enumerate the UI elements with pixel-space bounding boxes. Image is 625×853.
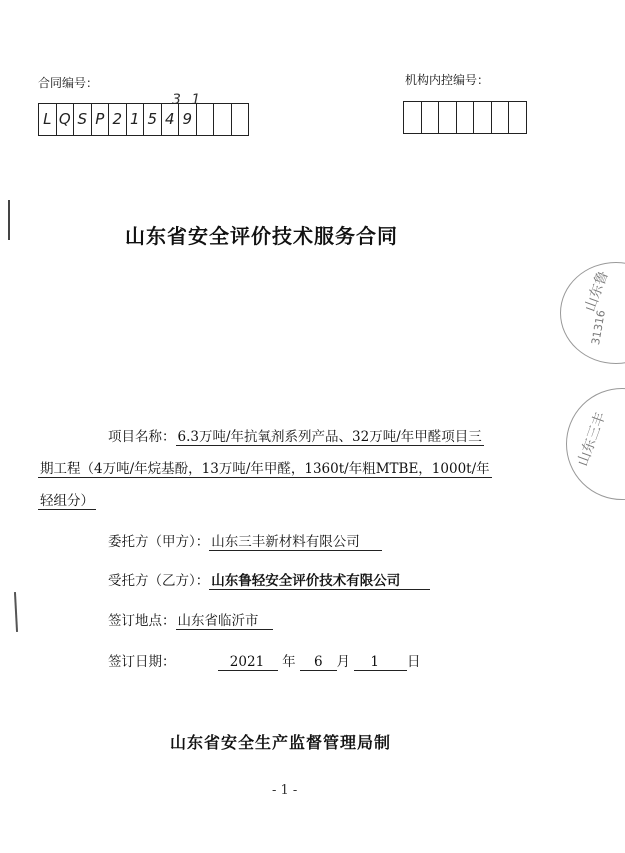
- contract-no-cell: 5: [144, 104, 162, 135]
- contract-no-annotation: 3 1: [172, 92, 204, 108]
- project-name-2: 期工程（4万吨/年烷基酚，13万吨/年甲醛，1360t/年粗MTBE，1000t/年: [38, 457, 492, 478]
- date-day: 1: [354, 654, 407, 671]
- contract-no-cell: 9: [179, 104, 197, 135]
- date-day-unit: 日: [406, 654, 421, 670]
- contract-no-cell: 4: [162, 104, 180, 135]
- project-line-2: [38, 457, 492, 478]
- seal-1-text: 山东鲁: [582, 268, 612, 314]
- contract-no-cell: 1: [127, 104, 145, 135]
- date-month: 6: [300, 654, 337, 671]
- issuer-footer: 山东省安全生产监督管理局制: [170, 733, 392, 752]
- project-name-3: 轻组分）: [38, 489, 96, 510]
- client-row: [108, 530, 382, 551]
- internal-no-cell: [457, 102, 475, 133]
- seal-stamp-1: [560, 262, 625, 364]
- contract-no-cell: P: [92, 104, 110, 135]
- date-label: 签订日期：: [108, 654, 176, 670]
- date-year: 2021: [218, 654, 278, 671]
- place-value: 山东省临沂市: [176, 609, 273, 630]
- contract-no-boxes: [38, 103, 249, 136]
- client-label: 委托方（甲方）：: [108, 534, 210, 550]
- seal-1-digits: 31316: [589, 309, 608, 346]
- internal-no-cell: [439, 102, 457, 133]
- internal-no-cell: [492, 102, 510, 133]
- internal-no-cell: [422, 102, 440, 133]
- date-row: [108, 650, 420, 671]
- contract-no-cell: [197, 104, 215, 135]
- contract-no-cell: [232, 104, 249, 135]
- internal-no-cell: [509, 102, 526, 133]
- client-value: 山东三丰新材料有限公司: [209, 530, 382, 551]
- contract-no-cell: Q: [57, 104, 75, 135]
- project-name-1: 6.3万吨/年抗氧剂系列产品、32万吨/年甲醛项目三: [176, 425, 484, 446]
- internal-no-boxes: [403, 101, 527, 134]
- contract-no-cell: 2: [109, 104, 127, 135]
- contractor-label: 受托方（乙方）：: [108, 573, 210, 589]
- contract-no-cell: L: [39, 104, 57, 135]
- seal-stamp-2: [566, 388, 625, 500]
- page-number: - 1 -: [272, 783, 298, 798]
- document-title: 山东省安全评价技术服务合同: [125, 224, 398, 248]
- date-month-unit: 月: [336, 654, 351, 670]
- internal-no-cell: [404, 102, 422, 133]
- project-label: 项目名称：: [108, 429, 176, 445]
- internal-no-label: 机构内控编号：: [405, 73, 490, 87]
- margin-mark: [14, 592, 18, 632]
- contract-no-cell: S: [74, 104, 92, 135]
- internal-no-cell: [474, 102, 492, 133]
- seal-2-text: 山东三丰: [574, 410, 610, 469]
- place-row: [108, 609, 273, 630]
- contractor-row: [108, 569, 430, 590]
- project-line-3: [38, 489, 96, 510]
- project-line-1: [108, 425, 484, 446]
- place-label: 签订地点：: [108, 613, 176, 629]
- contractor-value: 山东鲁轻安全评价技术有限公司: [209, 569, 430, 590]
- contract-no-label: 合同编号：: [38, 76, 99, 90]
- margin-mark: [8, 200, 10, 240]
- date-year-unit: 年: [282, 654, 296, 670]
- contract-no-cell: [214, 104, 232, 135]
